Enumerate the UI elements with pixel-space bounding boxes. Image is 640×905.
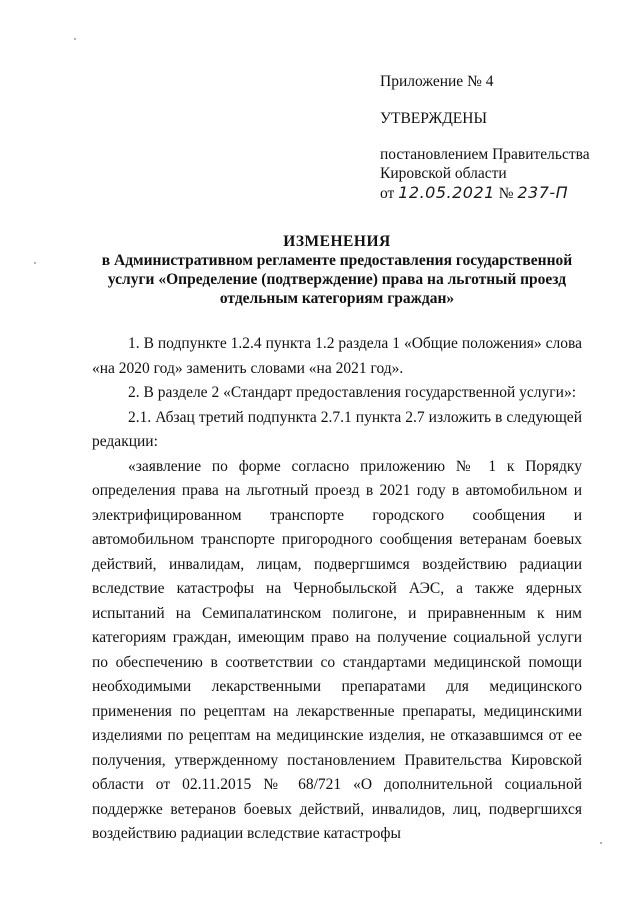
- resolution-date-line: [380, 183, 568, 203]
- resolution-label: постановлением Правительства: [380, 146, 590, 163]
- paragraph-2: 2. В разделе 2 «Стандарт предоставления государственной услуги»:: [128, 384, 577, 401]
- title-line-2: услуги «Определение (подтверждение) права на льготный проезд: [107, 271, 567, 288]
- paragraph-3: 2.1. Абзац третий подпункта 2.7.1 пункта 2.7 изложить в следующей редакции:: [92, 408, 582, 450]
- scan-speck: [600, 842, 602, 844]
- handwritten-number: 237-П: [517, 183, 569, 202]
- scan-speck: [34, 262, 36, 264]
- scan-speck: [74, 38, 76, 40]
- title-line-1: в Административном регламенте предоставления государственной: [101, 252, 573, 269]
- handwritten-date: 12.05.2021: [398, 183, 495, 202]
- paragraph-4: «заявление по форме согласно приложению № 1 к Порядку определения права на льготный проезд в 2021 году в автомобильном и электрифицированном транспорте городского сообщения и автомобильном транспорте пригородного сообщения ветеранам боевых действий, инвалидам, лицам, подвергшимся воздействию радиации вследствие катастрофы на Чернобыльской АЭС, а также ядерных испытаний на Семипалатинском полигоне, и приравненным к ним категориям граждан, имеющим право на получение социальной услуги по обеспечению в соответствии со стандартами медицинской помощи необходимыми лекарственными препаратами для медицинского применения по рецептам на лекарственные препараты, медицинскими изделиями по рецептам на медицинские изделия, не отказавшимся от ее получения, утвержденному постановлением Правительства Кировской области от 02.11.2015 № 68/721 «О дополнительной социальной поддержке ветеранов боевых действий, инвалидов, лиц, подвергшихся воздействию радиации вследствие катастрофы: [92, 457, 582, 842]
- from-prefix: от: [380, 185, 395, 202]
- title-line-3: отдельным категориям граждан»: [219, 290, 455, 307]
- approved-label: УТВЕРЖДЕНЫ: [380, 110, 487, 127]
- approval-block: [380, 72, 620, 202]
- document-title: [92, 232, 582, 308]
- document-body: [92, 332, 582, 847]
- region-label: Кировской области: [380, 165, 507, 182]
- paragraph-1: 1. В подпункте 1.2.4 пункта 1.2 раздела 1 «Общие положения» слова «на 2020 год» заменить словами «на 2021 год».: [92, 335, 582, 377]
- number-sign: №: [498, 185, 514, 202]
- title-main: ИЗМЕНЕНИЯ: [283, 233, 391, 250]
- appendix-label: Приложение № 4: [380, 73, 494, 90]
